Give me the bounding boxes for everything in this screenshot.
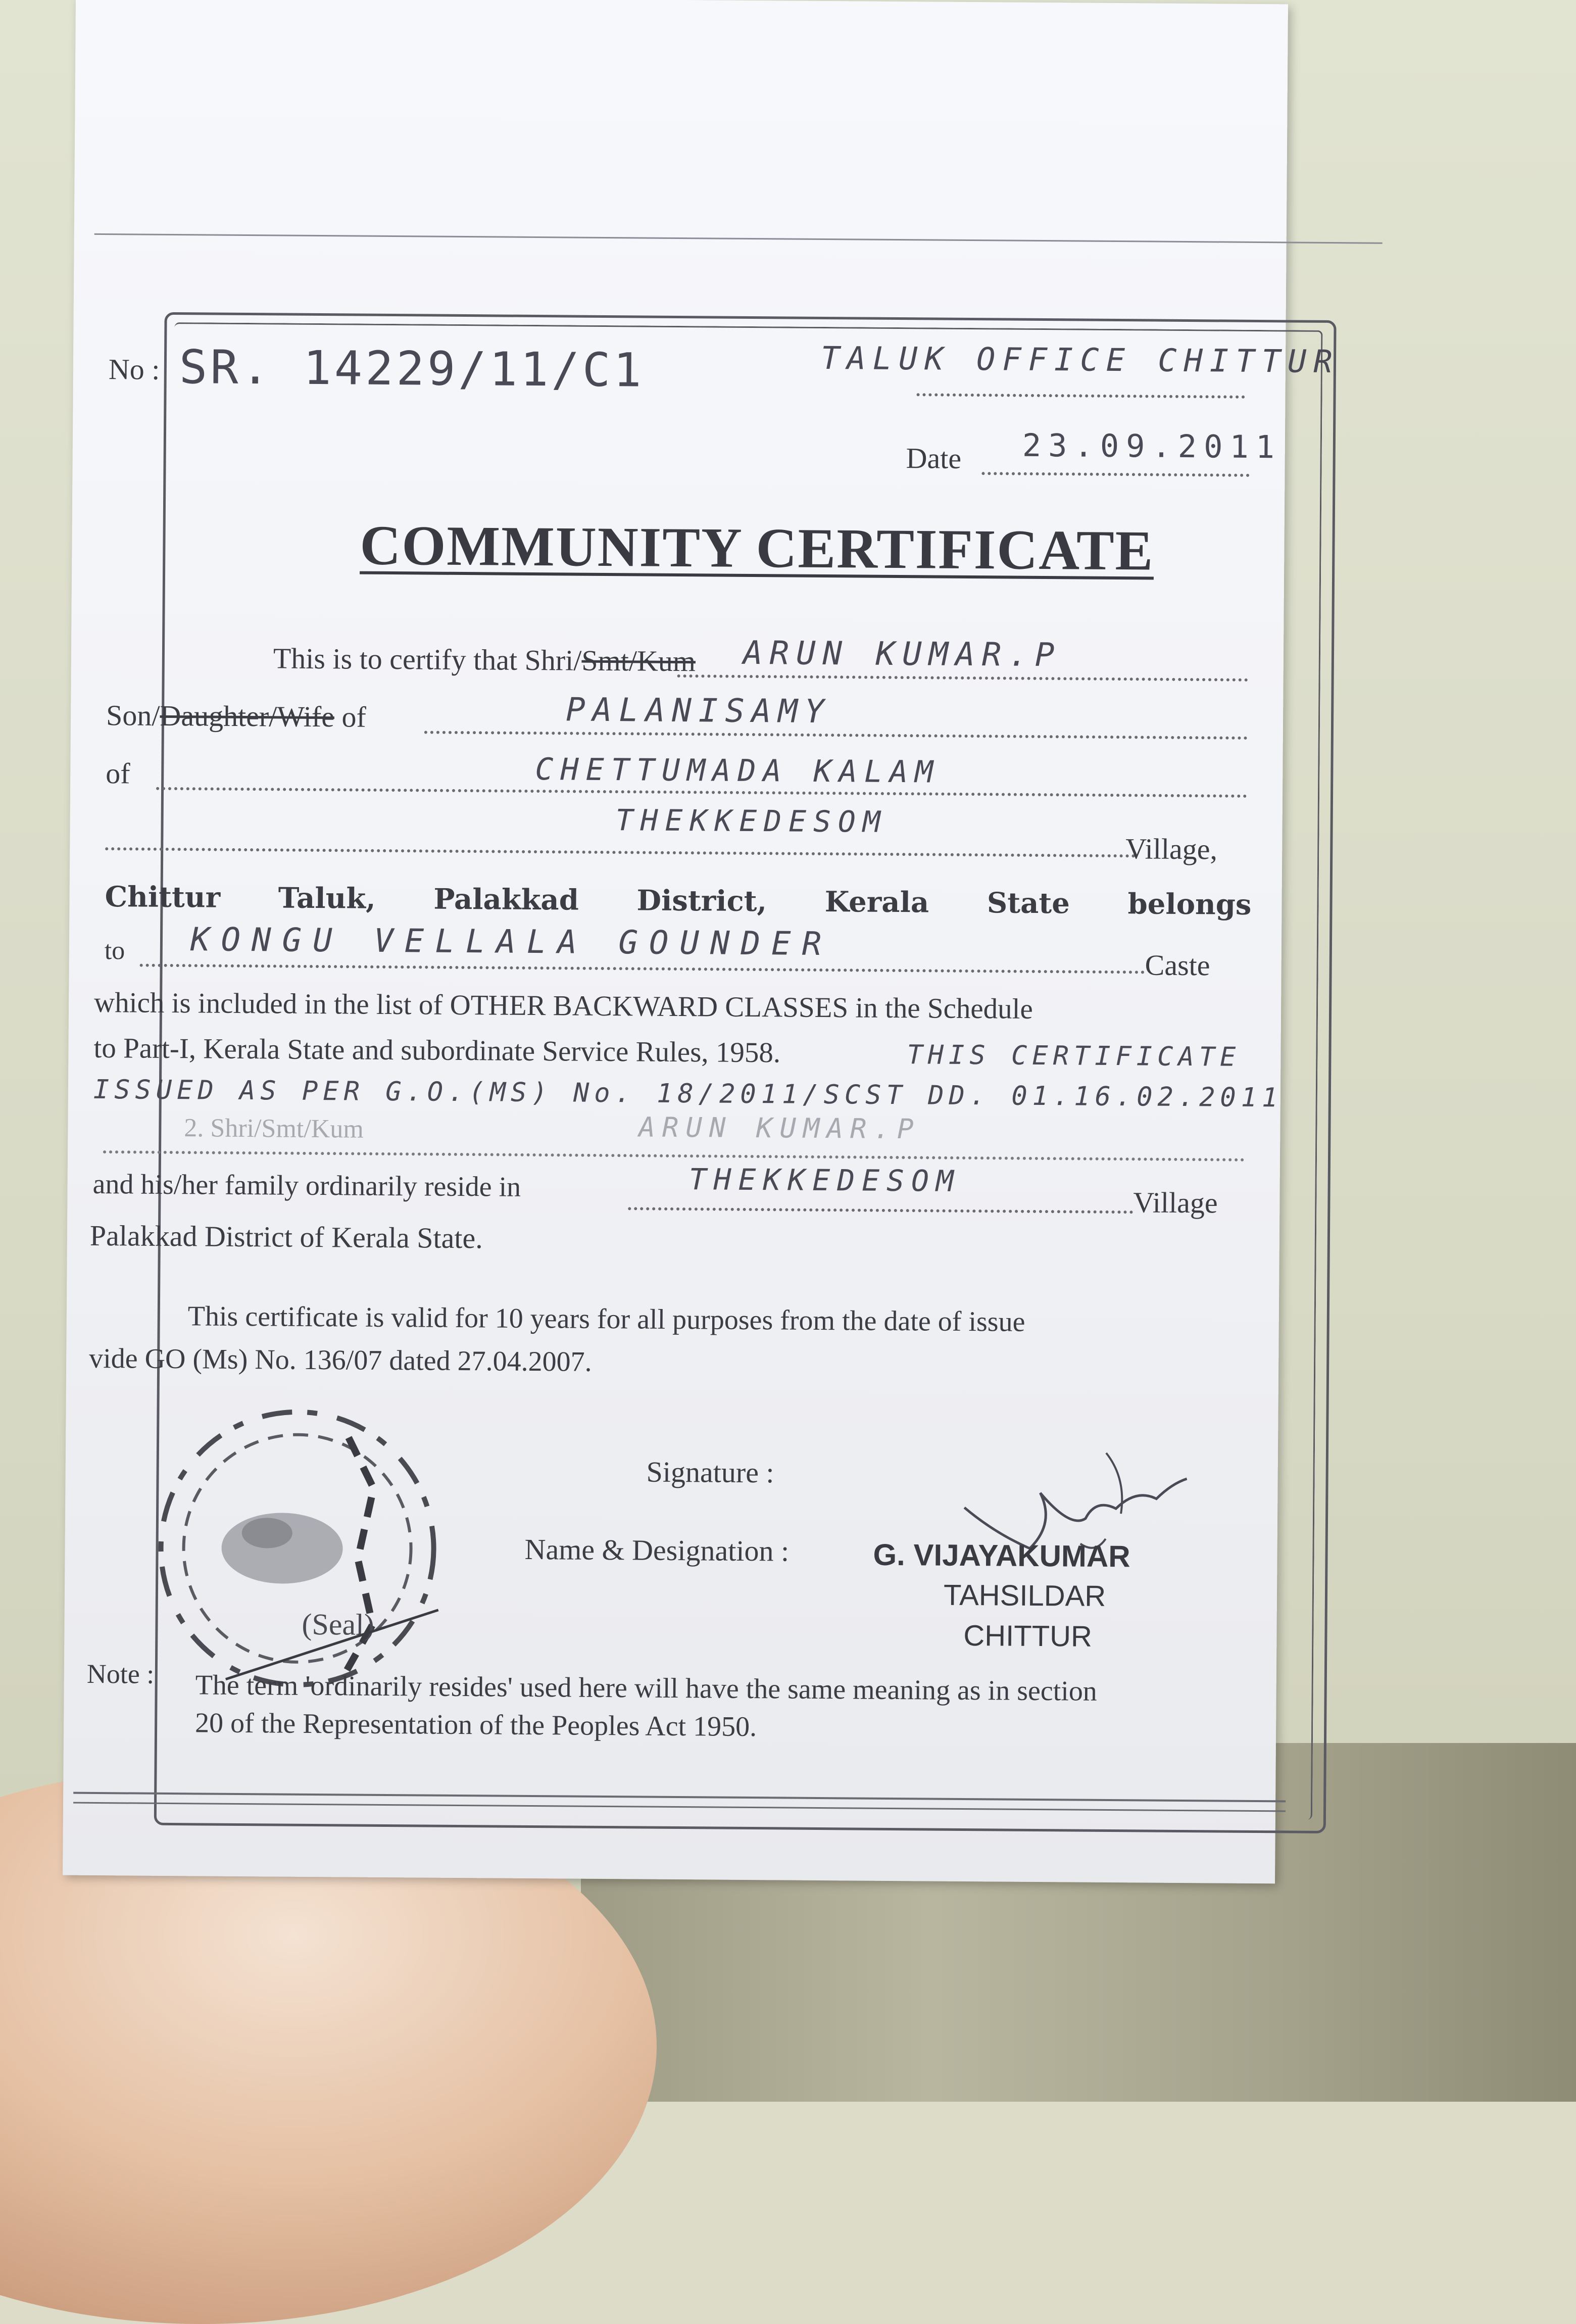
name-designation-label: Name & Designation : (524, 1532, 790, 1568)
location-word: State (987, 886, 1070, 921)
village-label: Village, (1125, 832, 1218, 866)
validity-line-1: This certificate is valid for 10 years for all purposes from the date of issue (187, 1300, 1025, 1338)
seal-label: (Seal) (302, 1607, 375, 1641)
office-seal-stamp (134, 1396, 460, 1701)
struck-honorifics: Smt/Kum (581, 644, 696, 678)
certify-line-prefix: This is to certify that Shri/Smt/Kum (273, 642, 696, 678)
location-word: Palakkad (433, 882, 579, 917)
caste-value: KONGU VELLALA GOUNDER (190, 921, 833, 963)
handwritten-note-2: ISSUED AS PER G.O.(MS) No. 18/2011/SCST DD. 01.16.02.2011 (93, 1074, 1283, 1113)
no-label: No : (108, 353, 160, 386)
address-value: CHETTUMADA KALAM (535, 752, 941, 790)
location-word: Taluk, (278, 881, 376, 915)
top-divider (94, 233, 1383, 244)
handwritten-note-1: THIS CERTIFICATE (907, 1040, 1241, 1073)
reside-village-label: Village (1133, 1186, 1218, 1220)
district-line: Palakkad District of Kerala State. (89, 1219, 483, 1255)
certificate-number: SR. 14229/11/C1 (179, 340, 645, 398)
parent-name: PALANISAMY (565, 691, 831, 731)
applicant-name: ARUN KUMAR.P (743, 634, 1062, 674)
location-word: Kerala (824, 885, 929, 919)
officer-place: CHITTUR (963, 1619, 1093, 1653)
certificate-paper (63, 0, 1340, 1883)
officer-name: G. VIJAYAKUMAR (873, 1537, 1130, 1574)
village-handwritten: THEKKEDESOM (615, 803, 888, 839)
date-value: 23.09.2011 (1022, 426, 1282, 466)
validity-line-2: vide GO (Ms) No. 136/07 dated 27.04.2007. (88, 1342, 592, 1378)
location-word: Chittur (105, 880, 221, 914)
faded-line-prefix: 2. Shri/Smt/Kum (184, 1113, 364, 1144)
obc-line: which is included in the list of OTHER BACKWARD CLASSES in the Schedule (93, 986, 1033, 1025)
issuing-office: TALUK OFFICE CHITTUR (820, 339, 1340, 380)
of-label: of (106, 757, 130, 790)
page-title: COMMUNITY CERTIFICATE (360, 514, 1154, 583)
to-label: to (104, 936, 125, 965)
officer-designation: TAHSILDAR (943, 1578, 1106, 1613)
reside-village: THEKKEDESOM (688, 1162, 961, 1198)
caste-label: Caste (1145, 948, 1210, 982)
reside-prefix: and his/her family ordinarily reside in (92, 1168, 521, 1203)
location-word: District, (636, 884, 767, 918)
date-label: Date (906, 442, 962, 475)
note-line-1: The term 'ordinarily resides' used here will have the same meaning as in section (195, 1669, 1098, 1707)
note-line-2: 20 of the Representation of the Peoples Act 1950. (194, 1707, 757, 1743)
struck-relations: Daughter/Wife (160, 699, 335, 734)
rules-line: to Part-I, Kerala State and subordinate Service Rules, 1958. (93, 1032, 781, 1069)
relation-line-prefix: Son/Daughter/Wife of (106, 699, 367, 734)
faded-name: ARUN KUMAR.P (638, 1111, 921, 1145)
note-label: Note : (86, 1658, 155, 1689)
location-word: belongs (1127, 887, 1252, 922)
signature-label: Signature : (646, 1455, 774, 1489)
